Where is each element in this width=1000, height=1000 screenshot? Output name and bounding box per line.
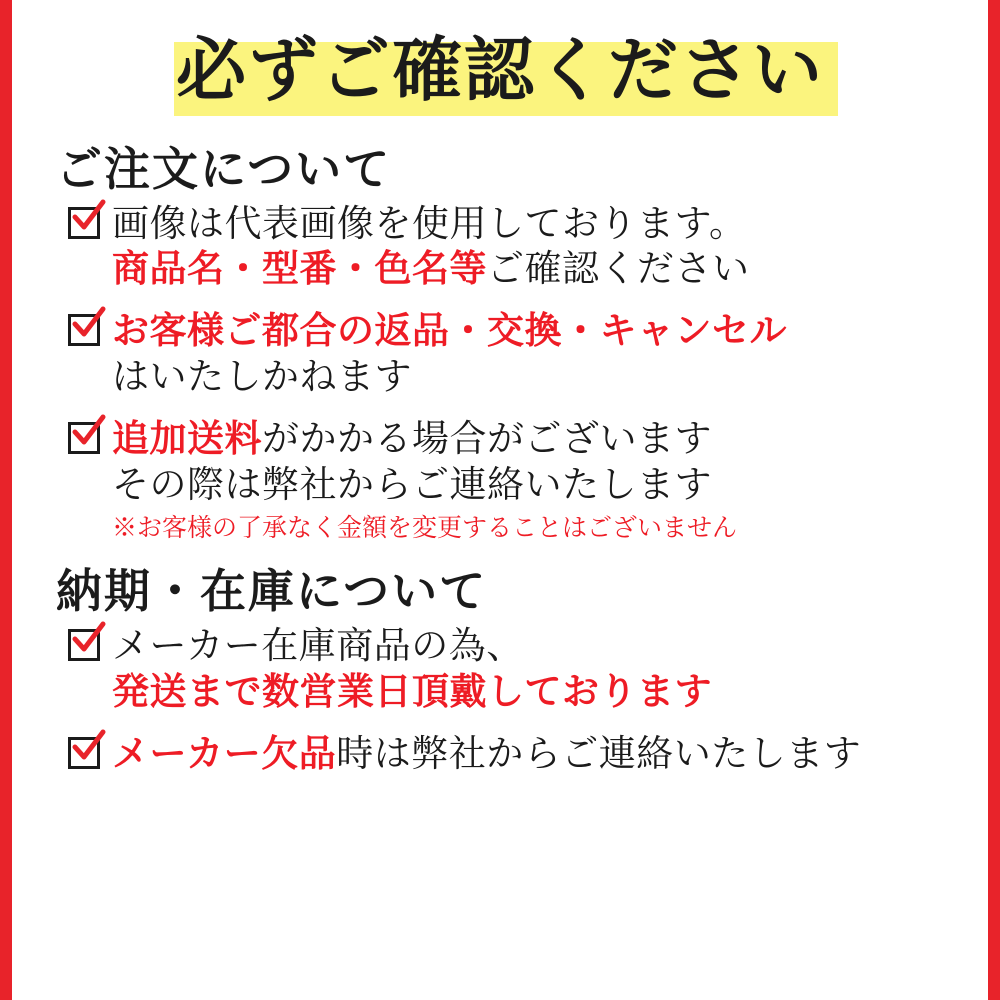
item-note: ※お客様の了承なく金額を変更することはございません xyxy=(112,512,738,542)
item-line-black: 時は弊社からご連絡いたします xyxy=(336,731,862,775)
notice-content xyxy=(12,0,988,1000)
item-line xyxy=(112,246,958,292)
item-line: はいたしかねます xyxy=(112,355,412,399)
item-line-black: ご確認ください xyxy=(487,247,750,291)
item-line: メーカー在庫商品の為、 xyxy=(112,623,524,667)
item-line-red: 追加送料 xyxy=(112,416,262,461)
list-item-text xyxy=(112,416,958,544)
item-line: 画像は代表画像を使用しております。 xyxy=(112,201,747,245)
item-line xyxy=(112,731,958,777)
left-red-border xyxy=(0,0,12,1000)
list-item-text xyxy=(112,623,958,715)
checkbox-checked-icon xyxy=(66,310,106,350)
list-item xyxy=(66,623,958,715)
checkbox-checked-icon xyxy=(66,418,106,458)
item-line-red: 商品名・型番・色名等 xyxy=(112,246,487,291)
item-line: お客様ご都合の返品・交換・キャンセル xyxy=(112,308,787,353)
list-item xyxy=(66,416,958,544)
checkbox-checked-icon xyxy=(66,733,106,773)
checkbox-checked-icon xyxy=(66,625,106,665)
item-line-red: メーカー欠品 xyxy=(112,730,337,775)
section-heading-delivery: 納期・在庫について xyxy=(56,564,488,619)
list-item xyxy=(66,201,958,293)
list-item xyxy=(66,731,958,777)
list-item-text xyxy=(112,731,958,777)
item-line-black: がかかる場合がございます xyxy=(262,417,712,461)
page-title: 必ずご確認ください xyxy=(176,28,824,111)
list-item-text xyxy=(112,201,958,293)
section-heading-orders: ご注文について xyxy=(56,142,392,196)
item-line: その際は弊社からご連絡いたします xyxy=(112,462,712,506)
checkbox-checked-icon xyxy=(66,203,106,243)
item-line: 発送まで数営業日頂戴しております xyxy=(112,668,712,713)
list-item xyxy=(66,308,958,400)
title-block xyxy=(42,0,958,140)
item-line xyxy=(112,416,958,462)
right-red-border xyxy=(988,0,1000,1000)
list-item-text xyxy=(112,308,958,400)
